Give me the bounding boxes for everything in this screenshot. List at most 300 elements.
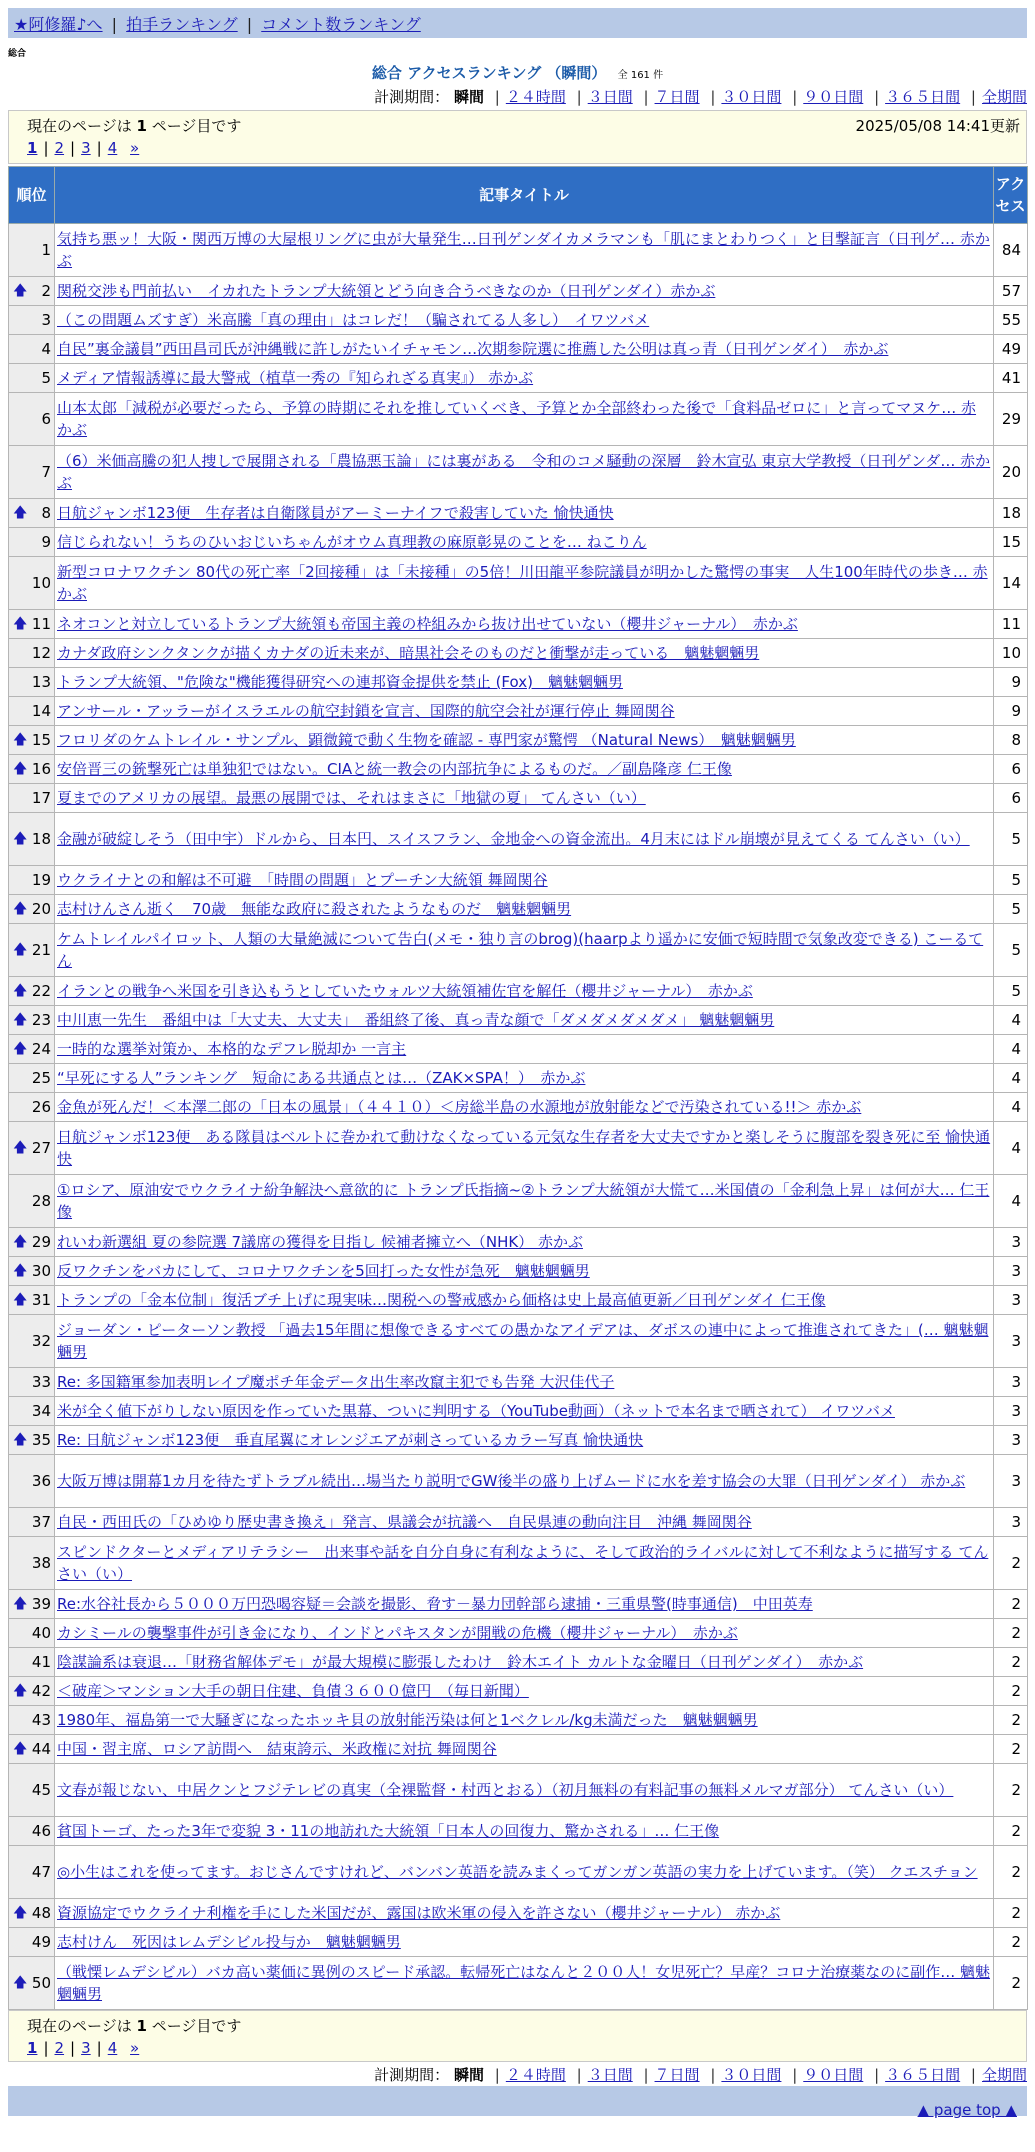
rank-number: 49 — [31, 1933, 51, 1951]
rank-number: 15 — [31, 731, 51, 749]
title-cell — [55, 364, 994, 393]
access-count: 57 — [994, 277, 1028, 306]
title-cell — [55, 306, 994, 335]
access-count: 2 — [994, 1537, 1028, 1590]
access-count: 3 — [994, 1257, 1028, 1286]
title-cell — [55, 1064, 994, 1093]
pagination-bottom: 1 | 2 | 3 | 4 » — [27, 2039, 140, 2057]
access-count: 2 — [994, 1735, 1028, 1764]
access-count: 15 — [994, 528, 1028, 557]
title-cell — [55, 1006, 994, 1035]
rank-up-arrow-icon: 🡅 — [13, 1140, 28, 1156]
rank-cell — [9, 1706, 55, 1735]
table-row — [9, 697, 1028, 726]
article-link[interactable]: 金魚が死んだ！＜本澤二郎の「日本の風景」（４４１０）＜房総半島の水源地が放射能などで汚染されている!!＞ 赤かぶ — [57, 1098, 862, 1116]
page-link-4[interactable]: 4 — [107, 2039, 118, 2057]
title-cell — [55, 393, 994, 446]
article-link[interactable]: 資源協定でウクライナ利権を手にした米国だが、露国は欧米軍の侵入を許さない（櫻井ジャーナル） 赤かぶ — [57, 1904, 781, 1922]
table-row — [9, 813, 1028, 866]
title-cell — [55, 277, 994, 306]
access-count: 3 — [994, 1315, 1028, 1368]
access-count: 2 — [994, 1706, 1028, 1735]
rank-number: 5 — [41, 369, 51, 387]
top-nav-bar — [8, 8, 1027, 38]
article-link[interactable]: 金融が破綻しそう（田中宇）ドルから、日本円、スイスフラン、金地金への資金流出。4月末にはドル崩壊が見えてくる てんさい（い） — [57, 830, 970, 848]
rank-number: 44 — [31, 1740, 51, 1758]
page-link-2[interactable]: 2 — [54, 139, 65, 157]
rank-cell — [9, 335, 55, 364]
access-count: 2 — [994, 1648, 1028, 1677]
rank-cell — [9, 610, 55, 639]
period-link-90d[interactable]: ９０日間 — [803, 2066, 864, 2084]
table-row — [9, 1928, 1028, 1957]
rank-cell — [9, 1928, 55, 1957]
table-row — [9, 1315, 1028, 1368]
article-link[interactable]: トランプの「金本位制」復活ブチ上げに現実味…関税への警戒感から価格は史上最高値更新／日刊ゲンダイ 仁王像 — [57, 1291, 826, 1309]
nav-link-comment-ranking[interactable]: コメント数ランキング — [261, 15, 421, 34]
table-row — [9, 1257, 1028, 1286]
article-link[interactable]: 大阪万博は開幕1カ月を待たずトラブル続出…場当たり説明でGW後半の盛り上げムードに水を差す協会の大罪（日刊ゲンダイ） 赤かぶ — [57, 1472, 966, 1490]
article-link[interactable]: ジョーダン・ピーターソン教授 「過去15年間に想像できるすべての愚かなアイデアは、ダボスの連中によって推進されてきた」(… 魑魅魍魎男 — [57, 1321, 989, 1361]
page-link-2[interactable]: 2 — [54, 2039, 65, 2057]
total-count: 全 161 件 — [617, 70, 664, 81]
access-count: 14 — [994, 557, 1028, 610]
title-cell — [55, 755, 994, 784]
period-link-3d[interactable]: ３日間 — [587, 2066, 633, 2084]
rank-cell — [9, 1677, 55, 1706]
rank-cell — [9, 1957, 55, 2010]
access-count: 5 — [994, 977, 1028, 1006]
article-link[interactable]: スピンドクターとメディアリテラシー 出来事や話を自分自身に有利なように、そして政治的ライバルに対して不利なように描写する てんさい（い） — [57, 1543, 989, 1583]
period-nav-bottom: 計測期間： 瞬間 | ２４時間 | ３日間 | ７日間 | ３０日間 | ９０日間 | ３６５日間 | 全期間 — [374, 2066, 1027, 2084]
table-row — [9, 1397, 1028, 1426]
access-count: 9 — [994, 668, 1028, 697]
rank-number: 29 — [31, 1233, 51, 1251]
article-link[interactable]: ◎小生はこれを使ってます。おじさんですけれど、バンバン英語を読みまくってガンガン英語の実力を上げています。（笑） クエスチョン — [57, 1863, 978, 1881]
table-row — [9, 1006, 1028, 1035]
title-cell — [55, 1368, 994, 1397]
table-row — [9, 499, 1028, 528]
rank-number: 25 — [31, 1069, 51, 1087]
rank-cell — [9, 1064, 55, 1093]
rank-cell — [9, 697, 55, 726]
access-count: 3 — [994, 1426, 1028, 1455]
article-link[interactable]: 1980年、福島第一で大騒ぎになったホッキ貝の放射能汚染は何と1ベクレル/kg未満だった 魑魅魍魎男 — [57, 1711, 758, 1729]
table-row — [9, 446, 1028, 499]
article-link[interactable]: 自民・西田氏の「ひめゆり歴史書き換え」発言、県議会が抗議へ 自民県連の動向注目 沖縄 舞岡関谷 — [57, 1513, 752, 1531]
title-cell — [55, 1175, 994, 1228]
header-access: アクセス — [994, 167, 1028, 224]
rank-up-arrow-icon: 🡅 — [13, 1905, 28, 1921]
table-row — [9, 1899, 1028, 1928]
period-link-24h[interactable]: ２４時間 — [505, 88, 566, 106]
table-row — [9, 726, 1028, 755]
table-row — [9, 1735, 1028, 1764]
article-link[interactable]: Re:水谷社長から５０００万円恐喝容疑＝会談を撮影、脅す－暴力団幹部ら逮捕・三重県警(時事通信) 中田英寿 — [57, 1595, 813, 1613]
rank-number: 9 — [41, 533, 51, 551]
rank-cell — [9, 1426, 55, 1455]
period-link-90d[interactable]: ９０日間 — [803, 88, 864, 106]
access-count: 41 — [994, 364, 1028, 393]
article-link[interactable]: 関税交渉も門前払い イカれたトランプ大統領とどう向き合うべきなのか（日刊ゲンダイ）赤かぶ — [57, 282, 716, 300]
rank-cell — [9, 499, 55, 528]
rank-cell — [9, 1228, 55, 1257]
rank-cell — [9, 1368, 55, 1397]
rank-cell — [9, 1537, 55, 1590]
access-count: 2 — [994, 1928, 1028, 1957]
title-cell — [55, 639, 994, 668]
article-link[interactable]: メディア情報誘導に最大警戒（植草一秀の『知られざる真実』） 赤かぶ — [57, 369, 534, 387]
title-cell — [55, 446, 994, 499]
title-cell — [55, 1397, 994, 1426]
ranking-table — [8, 166, 1028, 2010]
title-cell — [55, 1817, 994, 1846]
table-row — [9, 924, 1028, 977]
article-link[interactable]: ウクライナとの和解は不可避 「時間の問題」とプーチン大統領 舞岡関谷 — [57, 871, 548, 889]
rank-number: 7 — [41, 463, 51, 481]
title-cell — [55, 813, 994, 866]
table-row — [9, 1619, 1028, 1648]
rank-number: 32 — [31, 1332, 51, 1350]
article-link[interactable]: ネオコンと対立しているトランプ大統領も帝国主義の枠組みから抜け出せていない（櫻井ジャーナル） 赤かぶ — [57, 615, 798, 633]
rank-number: 45 — [31, 1781, 51, 1799]
article-link[interactable]: フロリダのケムトレイル・サンプル、顕微鏡で動く生物を確認 - 専門家が驚愕 （Natural News） 魑魅魍魎男 — [57, 731, 796, 749]
table-row — [9, 1175, 1028, 1228]
article-link[interactable]: 信じられない！うちのひいおじいちゃんがオウム真理教の麻原彰晃のことを… ねこりん — [57, 533, 647, 551]
table-row — [9, 668, 1028, 697]
access-count: 8 — [994, 726, 1028, 755]
rank-number: 28 — [31, 1192, 51, 1210]
article-link[interactable]: （この問題ムズすぎ）米高騰「真の理由」はコレだ！（騙されてる人多し） イワツバメ — [57, 311, 650, 329]
title-cell — [55, 668, 994, 697]
rank-up-arrow-icon: 🡅 — [13, 1234, 28, 1250]
article-link[interactable]: 中川恵一先生 番組中は「大丈夫、大丈夫」 番組終了後、真っ青な顔で「ダメダメダメダメ」 魑魅魍魎男 — [57, 1011, 775, 1029]
article-link[interactable]: 文春が報じない、中居クンとフジテレビの真実（全裸監督・村西とおる）（初月無料の有料記事の無料メルマガ部分） てんさい（い） — [57, 1781, 954, 1799]
article-link[interactable]: Re: 日航ジャンボ123便 垂直尾翼にオレンジエアが刺さっているカラー写真 愉快通快 — [57, 1431, 644, 1449]
table-row — [9, 528, 1028, 557]
title-cell — [55, 866, 994, 895]
title-cell — [55, 1957, 994, 2010]
rank-up-arrow-icon: 🡅 — [13, 1012, 28, 1028]
nav-separator: | — [246, 15, 253, 34]
article-link[interactable]: （6）米価高騰の犯人捜しで展開される「農協悪玉論」には裏がある 令和のコメ騒動の深層 鈴木宣弘 東京大学教授（日刊ゲンダ… 赤かぶ — [57, 452, 991, 492]
rank-cell — [9, 1899, 55, 1928]
page-info-bottom — [8, 2010, 1027, 2062]
title-cell — [55, 335, 994, 364]
article-link[interactable]: 反ワクチンをバカにして、コロナワクチンを5回打った女性が急死 魑魅魍魎男 — [57, 1262, 590, 1280]
access-count: 4 — [994, 1035, 1028, 1064]
article-link[interactable]: “早死にする人”ランキング 短命にある共通点とは…（ZAK×SPA！） 赤かぶ — [57, 1069, 586, 1087]
article-link[interactable]: ①ロシア、原油安でウクライナ紛争解決へ意欲的に トランプ氏指摘~②トランプ大統領が大慌て…米国債の「金利急上昇」は何が大… 仁王像 — [57, 1181, 990, 1221]
page-link-3[interactable]: 3 — [81, 2039, 91, 2057]
rank-number: 27 — [31, 1139, 51, 1157]
period-label: 計測期間： — [374, 88, 450, 106]
article-link[interactable]: トランプ大統領、"危険な"機能獲得研究への連邦資金提供を禁止 (Fox) 魑魅魍魎男 — [57, 673, 623, 691]
rank-cell — [9, 306, 55, 335]
rank-number: 31 — [31, 1291, 51, 1309]
rank-cell — [9, 1764, 55, 1817]
article-link[interactable]: 中国・習主席、ロシア訪問へ 結束誇示、米政権に対抗 舞岡関谷 — [57, 1740, 497, 1758]
access-count: 29 — [994, 393, 1028, 446]
rank-cell — [9, 726, 55, 755]
table-row — [9, 1368, 1028, 1397]
article-link[interactable]: アンサール・アッラーがイスラエルの航空封鎖を宣言、国際的航空会社が運行停止 舞岡関谷 — [57, 702, 675, 720]
title-cell — [55, 1455, 994, 1508]
access-count: 6 — [994, 784, 1028, 813]
title-cell — [55, 224, 994, 277]
rank-number: 34 — [31, 1402, 51, 1420]
rank-number: 37 — [31, 1513, 51, 1531]
rank-cell — [9, 557, 55, 610]
page-top-link[interactable]: ▲ page top ▲ — [917, 2101, 1017, 2119]
title-cell — [55, 557, 994, 610]
rank-number: 1 — [41, 241, 51, 259]
rank-cell — [9, 1508, 55, 1537]
article-link[interactable]: 山本太郎「減税が必要だったら、予算の時期にそれを推していくべき、予算とか全部終わった後で「食料品ゼロに」と言ってマヌケ… 赤かぶ — [57, 399, 977, 439]
period-link-30d[interactable]: ３０日間 — [721, 2066, 782, 2084]
title-cell — [55, 1706, 994, 1735]
rank-number: 19 — [31, 871, 51, 889]
rank-cell — [9, 639, 55, 668]
period-link-all[interactable]: 全期間 — [981, 2066, 1027, 2084]
category-label: 総合 — [8, 49, 27, 59]
rank-cell — [9, 446, 55, 499]
access-count: 20 — [994, 446, 1028, 499]
article-link[interactable]: 志村けんさん逝く 70歳 無能な政府に殺されたようなものだ 魑魅魍魎男 — [57, 900, 572, 918]
article-link[interactable]: カシミールの襲撃事件が引き金になり、インドとパキスタンが開戦の危機（櫻井ジャーナル） 赤かぶ — [57, 1624, 738, 1642]
access-count: 5 — [994, 813, 1028, 866]
table-row — [9, 1286, 1028, 1315]
table-row — [9, 1706, 1028, 1735]
article-link[interactable]: 米が全く値下がりしない原因を作っていた黒幕、ついに判明する（YouTube動画）（ネットで本名まで晒されて） イワツバメ — [57, 1402, 895, 1420]
article-link[interactable]: 一時的な選挙対策か、本格的なデフレ脱却か 一言主 — [57, 1040, 407, 1058]
table-row — [9, 1817, 1028, 1846]
table-row — [9, 1537, 1028, 1590]
access-count: 3 — [994, 1228, 1028, 1257]
access-count: 2 — [994, 1899, 1028, 1928]
rank-cell — [9, 1619, 55, 1648]
article-link[interactable]: （戦慄レムデシビル）バカ高い薬価に異例のスピード承認。転帰死亡はなんと２００人！女児死亡？早産？コロナ治療薬なのに副作… 魑魅魍魎男 — [57, 1963, 990, 2003]
article-link[interactable]: イランとの戦争へ米国を引き込もうとしていたウォルツ大統領補佐官を解任（櫻井ジャーナル） 赤かぶ — [57, 982, 753, 1000]
rank-number: 11 — [31, 615, 51, 633]
table-row — [9, 1035, 1028, 1064]
rank-number: 3 — [41, 311, 51, 329]
rank-cell — [9, 784, 55, 813]
period-link-7d[interactable]: ７日間 — [654, 2066, 700, 2084]
page-next-link[interactable]: » — [130, 2039, 140, 2057]
nav-link-asyura[interactable]: ★阿修羅♪へ — [14, 15, 103, 34]
pagination-top: 1 | 2 | 3 | 4 » — [27, 139, 140, 157]
rank-cell — [9, 1590, 55, 1619]
rank-number: 18 — [31, 830, 51, 848]
access-count: 3 — [994, 1368, 1028, 1397]
rank-number: 24 — [31, 1040, 51, 1058]
access-count: 4 — [994, 1122, 1028, 1175]
title-cell — [55, 1846, 994, 1899]
current-page-text: 現在のページは 1 ページ目です — [27, 117, 242, 135]
rank-up-arrow-icon: 🡅 — [13, 1596, 28, 1612]
article-link[interactable]: 安倍晋三の銃撃死亡は単独犯ではない。CIAと統一教会の内部抗争によるものだ。／副島隆彦 仁王像 — [57, 760, 732, 778]
rank-number: 2 — [41, 282, 51, 300]
table-row — [9, 1426, 1028, 1455]
title-cell — [55, 1315, 994, 1368]
access-count: 11 — [994, 610, 1028, 639]
period-link-365d[interactable]: ３６５日間 — [885, 88, 961, 106]
title-cell — [55, 1619, 994, 1648]
period-nav-top: 計測期間： 瞬間 | ２４時間 | ３日間 | ７日間 | ３０日間 | ９０日間 | ３６５日間 | 全期間 — [374, 88, 1027, 106]
rank-cell — [9, 755, 55, 784]
rank-number: 4 — [41, 340, 51, 358]
access-count: 2 — [994, 1677, 1028, 1706]
rank-number: 48 — [31, 1904, 51, 1922]
period-link-24h[interactable]: ２４時間 — [505, 2066, 566, 2084]
period-label: 計測期間： — [374, 2066, 450, 2084]
rank-number: 10 — [31, 574, 51, 592]
title-cell — [55, 1122, 994, 1175]
rank-up-arrow-icon: 🡅 — [13, 283, 28, 299]
rank-up-arrow-icon: 🡅 — [13, 505, 28, 521]
rank-cell — [9, 813, 55, 866]
title-cell — [55, 726, 994, 755]
title-cell — [55, 1899, 994, 1928]
article-link[interactable]: 夏までのアメリカの展望。最悪の展開では、それはまさに「地獄の夏」 てんさい（い） — [57, 789, 646, 807]
rank-cell — [9, 1315, 55, 1368]
title-cell — [55, 528, 994, 557]
page-info-top — [8, 110, 1027, 164]
access-count: 3 — [994, 1508, 1028, 1537]
page-link-1[interactable]: 1 — [27, 139, 38, 157]
table-row — [9, 1122, 1028, 1175]
period-current: 瞬間 — [453, 88, 484, 106]
ranking-title-text: 総合 アクセスランキング （瞬間） — [371, 64, 607, 82]
article-link[interactable]: 気持ち悪ッ！大阪・関西万博の大屋根リングに虫が大量発生…日刊ゲンダイカメラマンも「肌にまとわりつく」と目撃証言（日刊ゲ… 赤かぶ — [57, 230, 990, 270]
table-row — [9, 895, 1028, 924]
current-page-text-bottom: 現在のページは 1 ページ目です — [27, 2017, 242, 2035]
rank-number: 38 — [31, 1554, 51, 1572]
rank-up-arrow-icon: 🡅 — [13, 942, 28, 958]
title-cell — [55, 1735, 994, 1764]
article-link[interactable]: 日航ジャンボ123便 ある隊員はベルトに巻かれて動けなくなっている元気な生存者を大丈夫ですかと楽しそうに腹部を裂き死に至 愉快通快 — [57, 1128, 991, 1168]
page-link-1[interactable]: 1 — [27, 2039, 38, 2057]
table-row — [9, 866, 1028, 895]
updated-time: 2025/05/08 14:41更新 — [855, 117, 1020, 135]
rank-cell — [9, 1093, 55, 1122]
title-cell — [55, 1426, 994, 1455]
rank-number: 26 — [31, 1098, 51, 1116]
title-cell — [55, 895, 994, 924]
rank-cell — [9, 528, 55, 557]
table-row — [9, 1508, 1028, 1537]
rank-cell — [9, 1648, 55, 1677]
access-count: 55 — [994, 306, 1028, 335]
table-row — [9, 1677, 1028, 1706]
rank-number: 12 — [31, 644, 51, 662]
article-link[interactable]: 日航ジャンボ123便 生存者は自衛隊員がアーミーナイフで殺害していた 愉快通快 — [57, 504, 614, 522]
title-cell — [55, 1537, 994, 1590]
table-row — [9, 1957, 1028, 2010]
rank-cell — [9, 277, 55, 306]
period-link-all[interactable]: 全期間 — [981, 88, 1027, 106]
rank-up-arrow-icon: 🡅 — [13, 901, 28, 917]
rank-cell — [9, 1175, 55, 1228]
rank-cell — [9, 668, 55, 697]
rank-number: 33 — [31, 1373, 51, 1391]
article-link[interactable]: ＜破産＞マンション大手の朝日住建、負債３６００億円 （毎日新聞） — [57, 1682, 529, 1700]
table-row — [9, 755, 1028, 784]
rank-number: 47 — [31, 1863, 51, 1881]
title-cell — [55, 1590, 994, 1619]
access-count: 4 — [994, 1093, 1028, 1122]
access-count: 4 — [994, 1064, 1028, 1093]
rank-number: 6 — [41, 410, 51, 428]
article-link[interactable]: 新型コロナワクチン 80代の死亡率「2回接種」は「未接種」の5倍！川田龍平参院議員が明かした驚愕の事実 人生100年時代の歩き… 赤かぶ — [57, 563, 988, 603]
title-cell — [55, 1257, 994, 1286]
rank-up-arrow-icon: 🡅 — [13, 1292, 28, 1308]
rank-number: 13 — [31, 673, 51, 691]
rank-number: 17 — [31, 789, 51, 807]
rank-cell — [9, 1122, 55, 1175]
rank-number: 30 — [31, 1262, 51, 1280]
access-count: 6 — [994, 755, 1028, 784]
article-link[interactable]: ケムトレイルパイロット、人類の大量絶滅について告白(メモ・独り言のbrog)(haarpより遥かに安価で短時間で気象改変できる) こーるてん — [57, 930, 984, 970]
nav-link-applause-ranking[interactable]: 拍手ランキング — [126, 15, 238, 34]
article-link[interactable]: 陰謀論系は衰退…「財務省解体デモ」が最大規模に膨張したわけ 鈴木エイト カルトな金曜日（日刊ゲンダイ） 赤かぶ — [57, 1653, 864, 1671]
rank-number: 43 — [31, 1711, 51, 1729]
page-next-link[interactable]: » — [130, 139, 140, 157]
rank-number: 39 — [31, 1595, 51, 1613]
article-link[interactable]: 志村けん 死因はレムデシビル投与か 魑魅魍魎男 — [57, 1933, 401, 1951]
rank-up-arrow-icon: 🡅 — [13, 761, 28, 777]
rank-cell — [9, 1006, 55, 1035]
period-link-30d[interactable]: ３０日間 — [721, 88, 782, 106]
title-cell — [55, 1093, 994, 1122]
article-link[interactable]: 自民”裏金議員”西田昌司氏が沖縄戦に許しがたいイチャモン…次期参院選に推薦した公明は真っ青（日刊ゲンダイ） 赤かぶ — [57, 340, 889, 358]
page-link-4[interactable]: 4 — [107, 139, 118, 157]
rank-number: 21 — [31, 941, 51, 959]
access-count: 4 — [994, 1006, 1028, 1035]
title-cell — [55, 1928, 994, 1957]
article-link[interactable]: れいわ新選組 夏の参院選 7議席の獲得を目指し 候補者擁立へ（NHK） 赤かぶ — [57, 1233, 583, 1251]
table-row — [9, 1093, 1028, 1122]
rank-cell — [9, 1257, 55, 1286]
title-cell — [55, 1508, 994, 1537]
access-count: 3 — [994, 1286, 1028, 1315]
rank-cell — [9, 393, 55, 446]
rank-up-arrow-icon: 🡅 — [13, 616, 28, 632]
period-current: 瞬間 — [453, 2066, 484, 2084]
rank-cell — [9, 895, 55, 924]
article-link[interactable]: Re: 多国籍軍参加表明レイプ魔ポチ年金データ出生率改竄主犯でも告発 大沢佳代子 — [57, 1373, 615, 1391]
title-cell — [55, 784, 994, 813]
footer-bar — [8, 2086, 1027, 2116]
rank-up-arrow-icon: 🡅 — [13, 1041, 28, 1057]
table-row — [9, 1064, 1028, 1093]
title-cell — [55, 1228, 994, 1257]
rank-cell — [9, 1455, 55, 1508]
access-count: 3 — [994, 1455, 1028, 1508]
period-link-7d[interactable]: ７日間 — [654, 88, 700, 106]
access-count: 49 — [994, 335, 1028, 364]
page-link-3[interactable]: 3 — [81, 139, 91, 157]
period-link-3d[interactable]: ３日間 — [587, 88, 633, 106]
access-count: 2 — [994, 1957, 1028, 2010]
period-link-365d[interactable]: ３６５日間 — [885, 2066, 961, 2084]
table-row — [9, 784, 1028, 813]
article-link[interactable]: 貧国トーゴ、たった3年で変貌 3・11の地訪れた大統領「日本人の回復力、驚かされる」… 仁王像 — [57, 1822, 720, 1840]
article-link[interactable]: カナダ政府シンクタンクが描くカナダの近未来が、暗黒社会そのものだと衝撃が走っている 魑魅魍魎男 — [57, 644, 760, 662]
title-cell — [55, 1035, 994, 1064]
header-title: 記事タイトル — [55, 167, 994, 224]
